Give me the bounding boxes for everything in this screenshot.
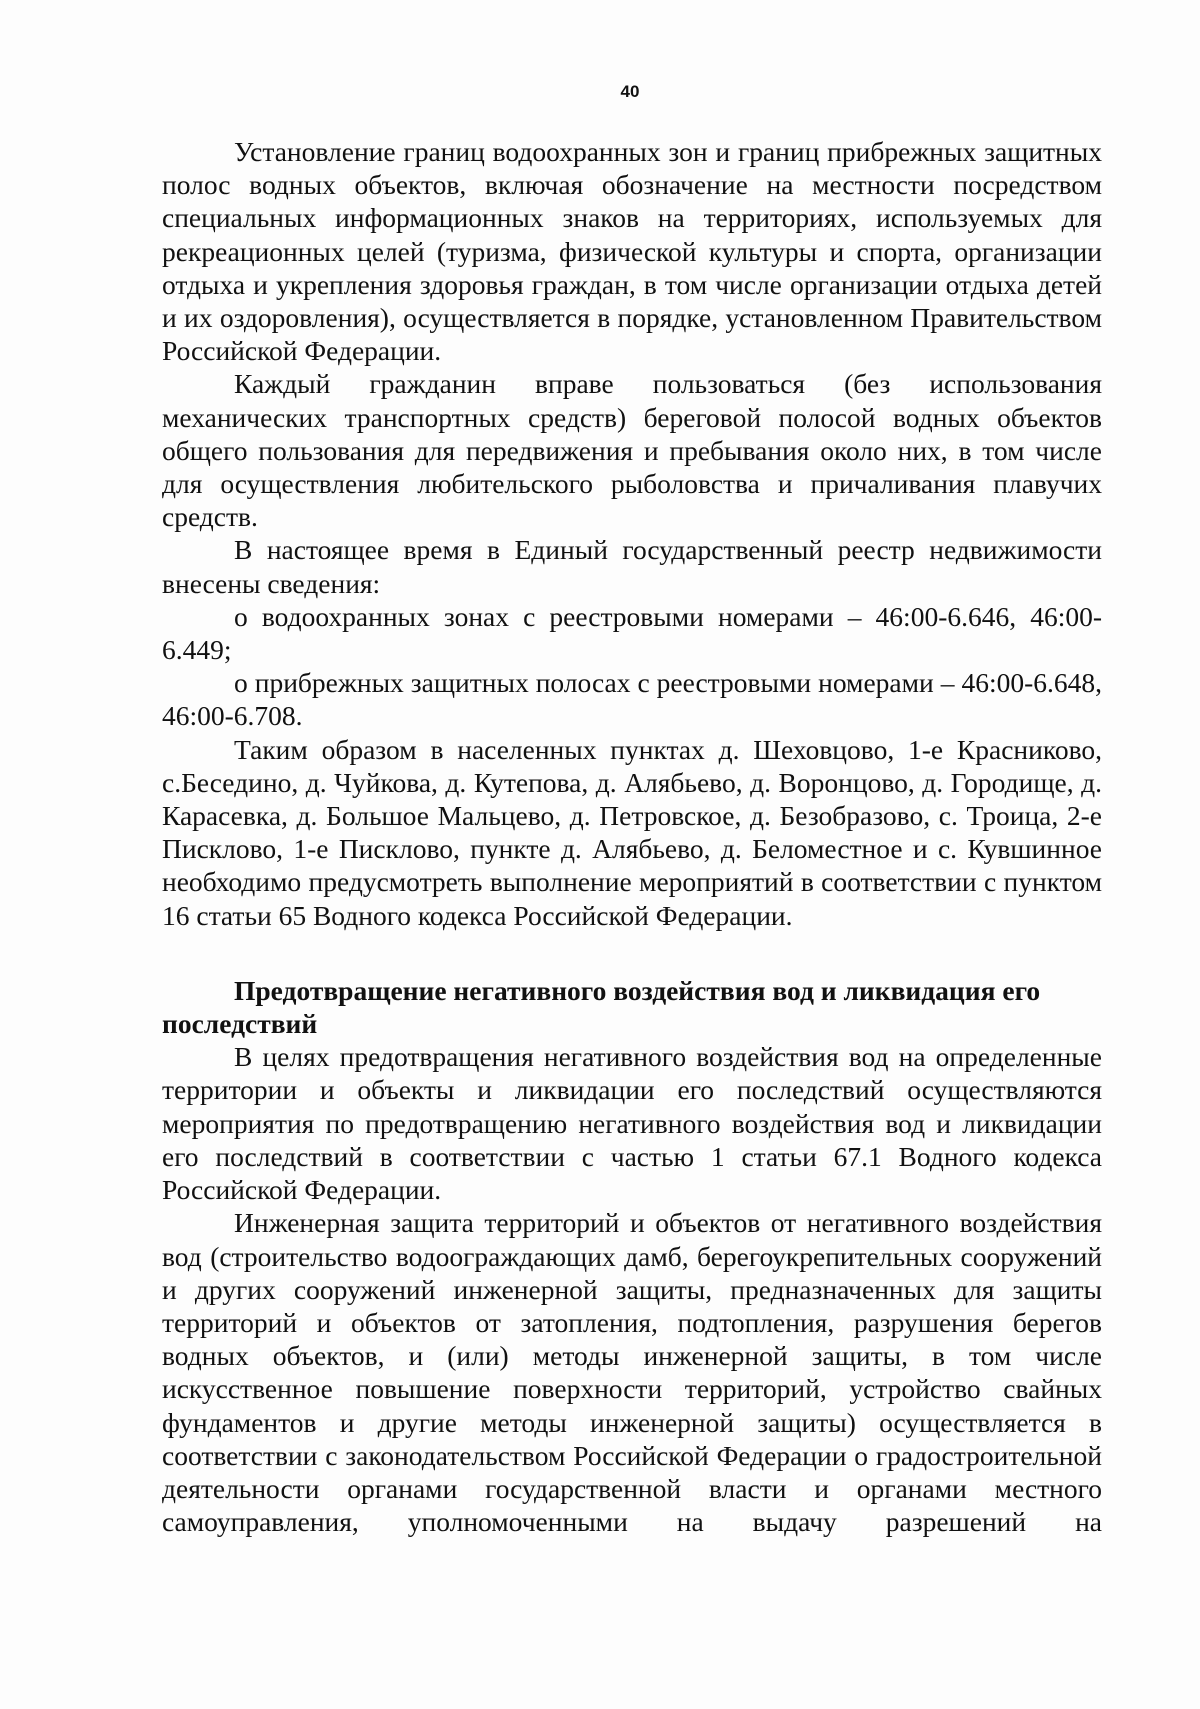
- paragraph-engineering-protection: Инженерная защита территорий и объектов от негативного воздействия вод (строительство водоограждающих дамб, берегоукрепительных сооружений и других сооружений инженерной защиты, предназначенных для защиты территорий и объектов от затопления, подтопления, разрушения берегов водных объектов, и (или) методы инженерной защиты, в том числе искусственное повышение поверхности территорий, устройство свайных фундаментов и другие методы инженерной защиты) осуществляется в соответствии с законодательством Российской Федерации о градостроительной деятельности органами государственной власти и органами местного самоуправления, уполномоченными на выдачу разрешений на: [162, 1207, 1102, 1538]
- paragraph-coastal-strips-numbers: о прибрежных защитных полосах с реестровыми номерами – 46:00-6.648, 46:00-6.708.: [162, 667, 1102, 732]
- paragraph-prevention-measures: В целях предотвращения негативного воздействия вод на определенные территории и объекты и ликвидации его последствий осуществляются мероприятия по предотвращению негативного воздействия вод и ликвидации его последствий в соответствии с частью 1 статьи 67.1 Водного кодекса Российской Федерации.: [162, 1041, 1102, 1206]
- paragraph-registry-info: В настоящее время в Единый государственный реестр недвижимости внесены сведения:: [162, 534, 1102, 599]
- paragraph-water-protection-zones: Установление границ водоохранных зон и границ прибрежных защитных полос водных объектов, включая обозначение на местности посредством специальных информационных знаков на территориях, используемых для рекреационных целей (туризма, физической культуры и спорта, организации отдыха и укрепления здоровья граждан, в том числе организации отдыха детей и их оздоровления), осуществляется в порядке, установленном Правительством Российской Федерации.: [162, 136, 1102, 367]
- paragraph-settlements: Таким образом в населенных пунктах д. Шеховцово, 1-е Красниково, с.Беседино, д. Чуйкова, д. Кутепова, д. Алябьево, д. Воронцово, д. Городище, д. Карасевка, д. Большое Мальцево, д. Петровское, д. Безобразово, с. Троица, 2-е Писклово, 1-е Писклово, пункте д. Алябьево, д. Беломестное и с. Кувшинное необходимо предусмотреть выполнение мероприятий в соответствии с пунктом 16 статьи 65 Водного кодекса Российской Федерации.: [162, 733, 1102, 931]
- paragraph-protection-zones-numbers: о водоохранных зонах с реестровыми номерами – 46:00-6.646, 46:00-6.449;: [162, 600, 1102, 666]
- section-heading: Предотвращение негативного воздействия вод и ликвидация его последствий: [162, 974, 1041, 1040]
- document-body: [162, 135, 1102, 1538]
- page-number: 40: [620, 82, 640, 101]
- paragraph-citizen-rights: Каждый гражданин вправе пользоваться (без использования механических транспортных средств) береговой полосой водных объектов общего пользования для передвижения и пребывания около них, в том числе для осуществления любительского рыболовства и причаливания плавучих средств.: [162, 368, 1102, 533]
